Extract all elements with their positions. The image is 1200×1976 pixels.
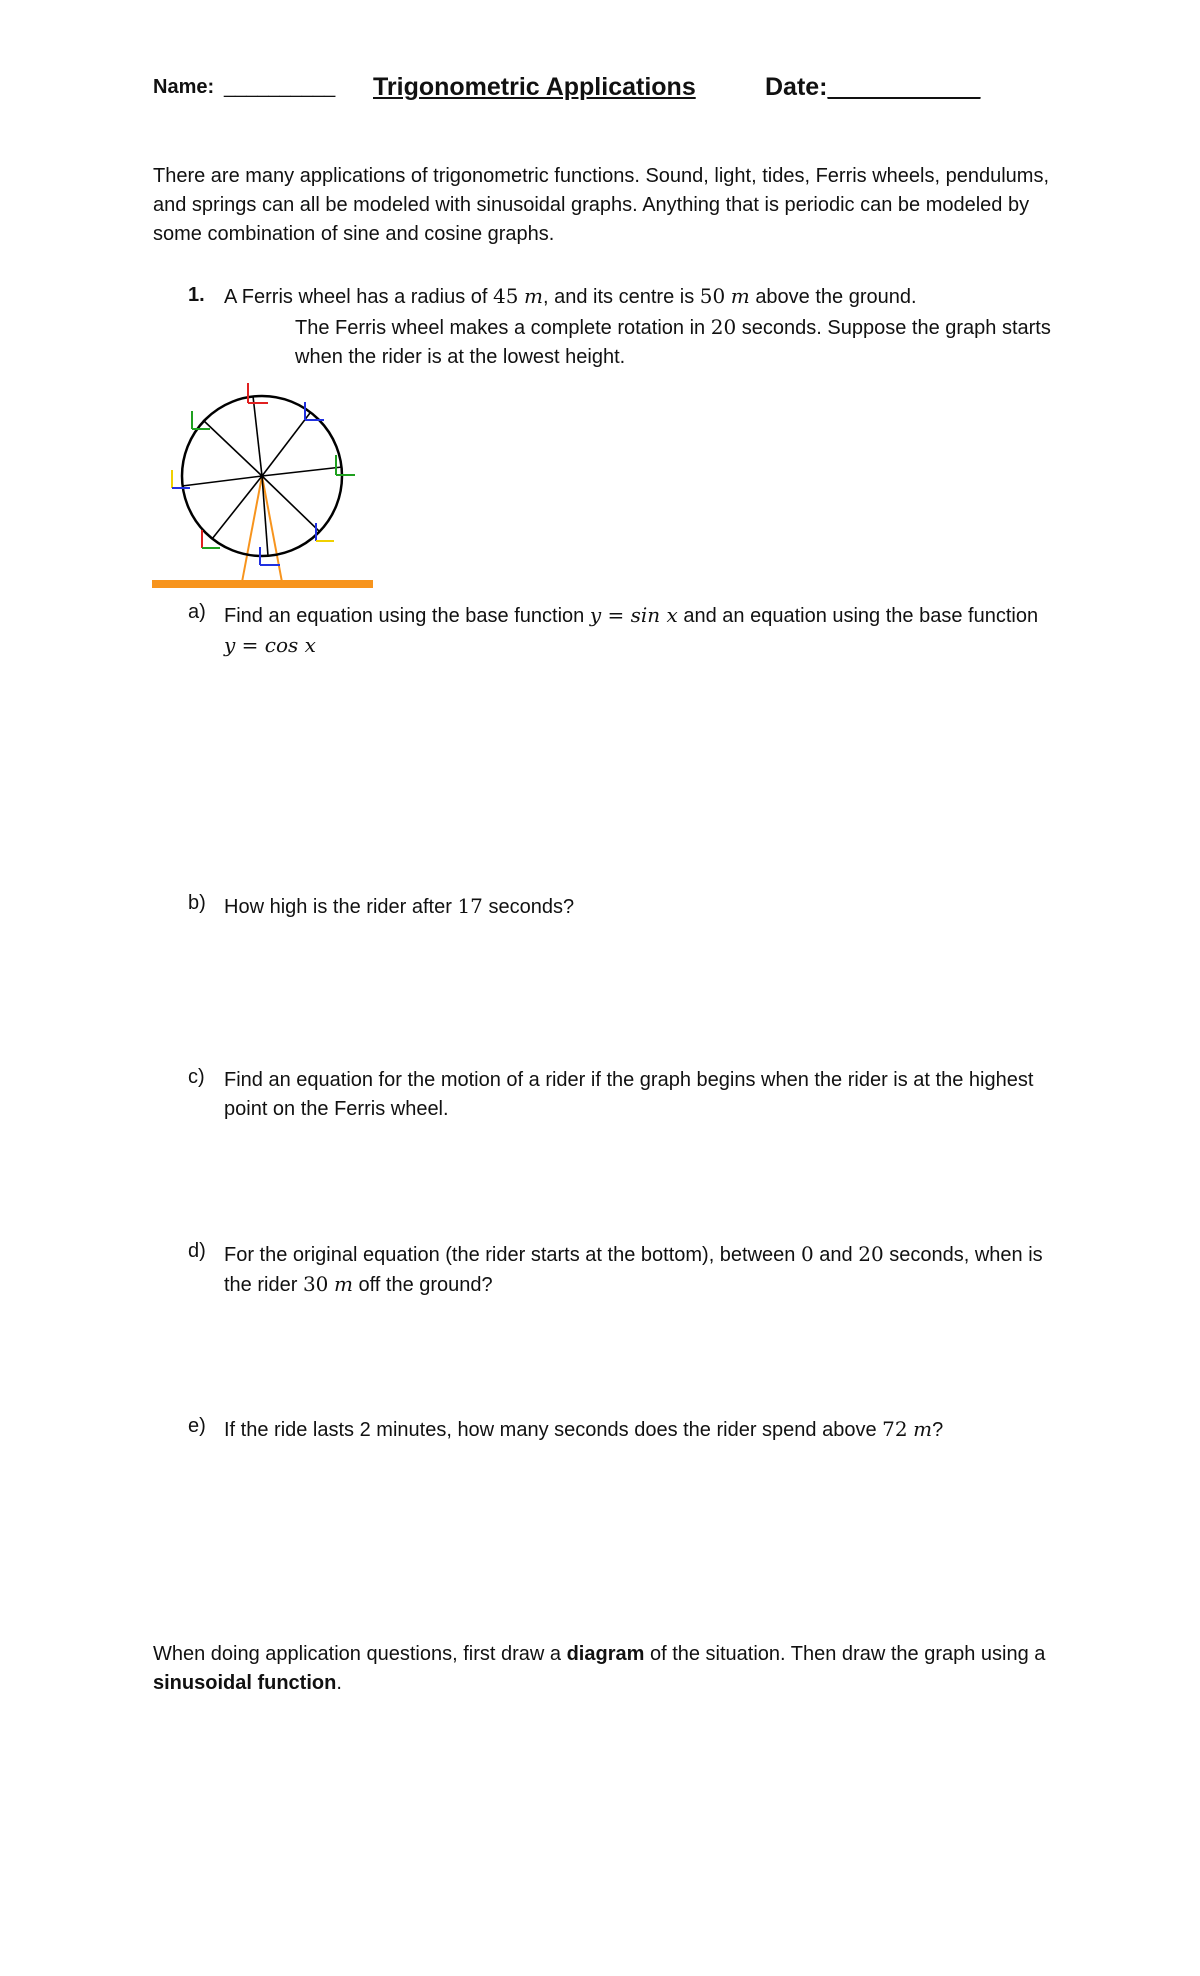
part-d-height: 30 [302, 1272, 329, 1296]
page-title: Trigonometric Applications [373, 73, 696, 101]
seat-top-left [192, 411, 210, 429]
part-d-unit: m [333, 1272, 353, 1296]
radius-value: 45 [493, 284, 519, 308]
part-a-text-a: Find an equation using the base function [224, 605, 585, 627]
part-e-text-a: If the ride lasts 2 minutes, how many seconds does the rider spend above [224, 1419, 877, 1441]
part-c-label: c) [188, 1066, 205, 1088]
part-b-text [224, 892, 1054, 922]
part-b-text-a: How high is the rider after [224, 896, 452, 918]
date-label [765, 73, 980, 102]
question-number: 1. [188, 284, 205, 306]
part-a-label: a) [188, 601, 206, 623]
centre-unit: m [730, 284, 750, 308]
part-e-label: e) [188, 1415, 206, 1437]
part-d-label: d) [188, 1240, 206, 1262]
footer-text-3: . [336, 1672, 342, 1694]
ground-bar [152, 580, 373, 588]
part-d-text-d: off the ground? [358, 1274, 493, 1296]
radius-unit: m [524, 284, 544, 308]
part-d-text-a: For the original equation (the rider starts at the bottom), between [224, 1244, 796, 1266]
question-stem-line1 [224, 284, 917, 309]
name-blank[interactable]: __________ [224, 76, 336, 98]
footer-text-1: When doing application questions, first draw a [153, 1643, 562, 1665]
part-a-text [224, 601, 1054, 661]
ferris-wheel-diagram [150, 375, 380, 595]
name-label: Name: [153, 76, 215, 98]
q-text-c: above the ground. [755, 286, 917, 308]
part-a-math-sin: y = sin x [589, 603, 678, 627]
intro-paragraph: There are many applications of trigonometric functions. Sound, light, tides, Ferris wheels, pendulums, and springs can all be modeled with sinusoidal graphs. Anything that is periodic can be modeled by some combination of sine and cosine graphs. [153, 165, 1049, 245]
centre-value: 50 [699, 284, 726, 308]
footer-text-2: of the situation. Then draw the graph using a [649, 1643, 1046, 1665]
part-b-seconds: 17 [457, 894, 483, 918]
part-d-text-b: and [819, 1244, 853, 1266]
part-e-text-b: ? [932, 1419, 944, 1441]
part-d-text [224, 1240, 1054, 1300]
part-e-height: 72 [882, 1417, 908, 1441]
question-stem-line2 [295, 313, 1075, 372]
q-text-e: seconds. Suppose the graph starts when the rider is at the lowest height. [295, 317, 1051, 368]
footer-bold-diagram: diagram [566, 1643, 645, 1665]
support-leg-left [242, 476, 262, 582]
part-d-text-c: seconds, when is the rider [224, 1244, 1043, 1296]
part-d-start: 0 [800, 1242, 814, 1266]
part-d-end: 20 [858, 1242, 884, 1266]
part-b-text-b: seconds? [488, 896, 575, 918]
q-text-a: A Ferris wheel has a radius of [224, 286, 488, 308]
footer-note [153, 1640, 1083, 1698]
q-text-b: , and its centre is [543, 286, 695, 308]
period-value: 20 [710, 315, 737, 339]
seat-top [248, 383, 268, 403]
q-text-d: The Ferris wheel makes a complete rotation in [295, 317, 706, 339]
part-a-math-cos: y = cos x [224, 633, 316, 657]
part-b-label: b) [188, 892, 206, 914]
part-c-text: Find an equation for the motion of a rider if the graph begins when the rider is at the highest point on the Ferris wheel. [224, 1069, 1034, 1120]
date-blank[interactable]: ___________ [827, 73, 981, 101]
part-e-unit: m [913, 1417, 933, 1441]
part-a-text-b: and an equation using the base function [683, 605, 1039, 627]
date-label-text: Date: [765, 73, 828, 101]
part-e-text [224, 1415, 1054, 1445]
footer-bold-sinusoidal: sinusoidal function [153, 1672, 337, 1694]
